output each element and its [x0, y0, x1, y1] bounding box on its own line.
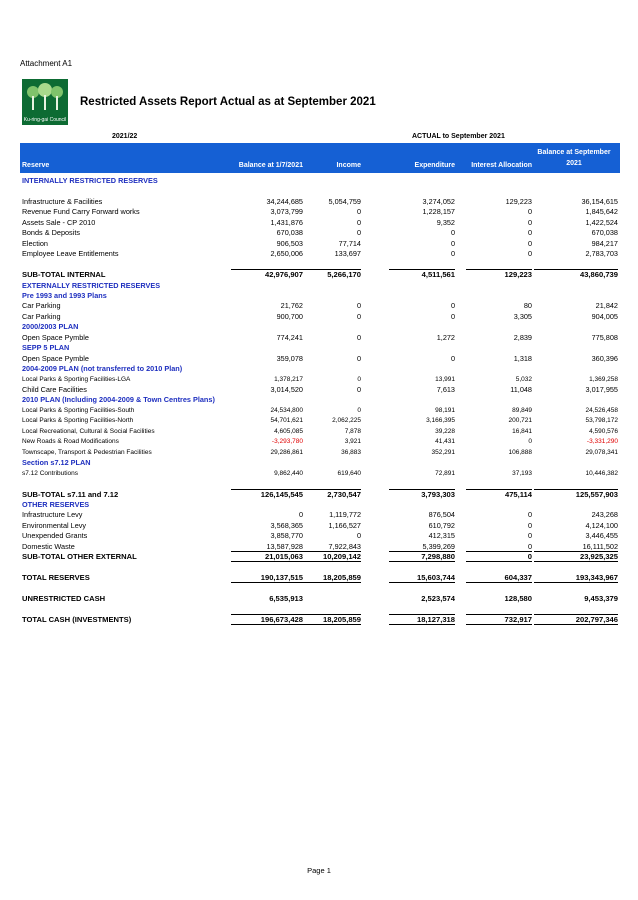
cell-value: 0 — [527, 552, 532, 562]
cell-value: 3,305 — [513, 311, 532, 321]
cell-value: 984,217 — [591, 238, 618, 248]
total-rule — [231, 269, 303, 270]
cell-value: 10,446,382 — [585, 469, 618, 477]
cell-value: 7,922,843 — [328, 541, 361, 551]
cell-value: 10,209,142 — [322, 552, 361, 562]
cell-value: 39,228 — [435, 427, 455, 435]
row-label: Employee Leave Entitlements — [22, 249, 119, 259]
total-rule — [466, 489, 532, 490]
cell-value: 41,431 — [435, 438, 455, 446]
row-label: Bonds & Deposits — [22, 228, 81, 238]
table-row — [20, 227, 620, 238]
cell-value: 190,137,515 — [260, 573, 303, 583]
total-rule — [466, 624, 532, 625]
cell-value: 3,858,770 — [270, 531, 303, 541]
cell-value: 0 — [356, 301, 361, 311]
total-rule — [466, 269, 532, 270]
cell-value: 775,808 — [591, 332, 618, 342]
section-heading — [20, 363, 620, 374]
cell-value: 43,860,739 — [579, 270, 618, 280]
cell-value: 0 — [527, 217, 532, 227]
row-label: Open Space Pymble — [22, 332, 89, 342]
cell-value: 196,673,428 — [260, 614, 303, 624]
cell-value: 129,223 — [504, 270, 532, 280]
cell-value: 876,504 — [428, 510, 455, 520]
row-label: 2000/2003 PLAN — [22, 322, 79, 332]
page-number: Page 1 — [307, 866, 331, 875]
total-rule — [295, 489, 361, 490]
period-left: 2021/22 — [112, 133, 138, 140]
trees-icon — [25, 82, 65, 112]
cell-value: 2,783,703 — [585, 249, 618, 259]
reserves-table — [20, 175, 620, 625]
cell-value: 42,976,907 — [264, 270, 303, 280]
section-heading — [20, 321, 620, 332]
cell-value: 9,352 — [436, 217, 455, 227]
cell-value: 3,921 — [344, 438, 361, 446]
total-rule — [295, 624, 361, 625]
header-interest: Interest Allocation — [471, 162, 532, 169]
cell-value: 0 — [356, 531, 361, 541]
cell-value: 0 — [527, 228, 532, 238]
row-label: Local Parks & Sporting Facilities-North — [22, 417, 134, 425]
cell-value: 4,511,561 — [421, 270, 455, 280]
spacer-row — [20, 603, 620, 614]
total-rule — [389, 269, 455, 270]
cell-value: 16,841 — [512, 427, 532, 435]
header-income: Income — [336, 162, 361, 169]
cell-value: 129,223 — [505, 196, 532, 206]
cell-value: 360,396 — [591, 353, 618, 363]
cell-value: 72,891 — [435, 469, 455, 477]
cell-value: 359,078 — [276, 353, 303, 363]
row-label: EXTERNALLY RESTRICTED RESERVES — [22, 280, 161, 290]
row-label: Open Space Pymble — [22, 353, 89, 363]
cell-value: 0 — [527, 510, 532, 520]
cell-value: 2,839 — [513, 332, 532, 342]
cell-value: 80 — [523, 301, 532, 311]
spacer-row — [20, 185, 620, 196]
cell-value: 193,343,967 — [575, 573, 618, 583]
row-label: SUB-TOTAL s7.11 and 7.12 — [22, 489, 119, 499]
cell-value: 3,568,365 — [270, 520, 303, 530]
table-row — [20, 541, 620, 552]
cell-value: 1,166,527 — [328, 520, 361, 530]
cell-value: 29,078,341 — [585, 448, 618, 456]
attachment-label: Attachment A1 — [20, 59, 73, 68]
cell-value: 2,650,006 — [270, 249, 303, 259]
cell-value: 9,453,379 — [584, 594, 618, 603]
row-label: TOTAL CASH (INVESTMENTS) — [22, 614, 132, 624]
cell-value: 1,369,258 — [589, 375, 618, 383]
row-label: Townscape, Transport & Pedestrian Facilities — [22, 448, 152, 456]
row-label: SUB-TOTAL OTHER EXTERNAL — [22, 552, 137, 562]
cell-value: 21,015,063 — [264, 552, 303, 562]
cell-value: -3,293,780 — [271, 438, 303, 446]
cell-value: 0 — [450, 228, 455, 238]
cell-value: 0 — [356, 217, 361, 227]
row-label: UNRESTRICTED CASH — [22, 594, 106, 603]
cell-value: 5,032 — [515, 375, 532, 383]
row-label: Election — [22, 238, 48, 248]
cell-value: 0 — [450, 238, 455, 248]
cell-value: 2,523,574 — [421, 594, 455, 603]
cell-value: 0 — [527, 249, 532, 259]
cell-value: 34,244,685 — [266, 196, 303, 206]
cell-value: 670,038 — [276, 228, 303, 238]
cell-value: 0 — [527, 520, 532, 530]
table-row — [20, 269, 620, 280]
table-row — [20, 614, 620, 625]
total-rule — [534, 269, 618, 270]
cell-value: 774,241 — [276, 332, 303, 342]
row-label: Unexpended Grants — [22, 531, 88, 541]
row-label: INTERNALLY RESTRICTED RESERVES — [22, 176, 158, 185]
cell-value: 3,166,395 — [426, 417, 455, 425]
report-title: Restricted Assets Report Actual as at September 2021 — [80, 96, 376, 108]
cell-value: 0 — [298, 510, 303, 520]
row-label: Pre 1993 and 1993 Plans — [22, 290, 107, 300]
cell-value: 0 — [450, 353, 455, 363]
section-heading — [20, 394, 620, 405]
cell-value: 0 — [527, 541, 532, 551]
cell-value: 0 — [527, 531, 532, 541]
cell-value: 77,714 — [338, 238, 361, 248]
row-label: TOTAL RESERVES — [22, 573, 90, 583]
spacer-row — [20, 562, 620, 573]
row-label: Environmental Levy — [22, 520, 87, 530]
cell-value: 1,228,157 — [422, 207, 455, 217]
total-rule — [389, 614, 455, 615]
cell-value: 1,431,876 — [270, 217, 303, 227]
cell-value: 7,613 — [436, 385, 455, 394]
cell-value: 1,318 — [513, 353, 532, 363]
row-label: Child Care Facilities — [22, 385, 87, 394]
row-label: Infrastructure Levy — [22, 510, 83, 520]
cell-value: 5,399,269 — [422, 541, 455, 551]
cell-value: 0 — [528, 438, 532, 446]
cell-value: 15,603,744 — [416, 573, 455, 583]
cell-value: 0 — [527, 207, 532, 217]
table-row — [20, 551, 620, 562]
cell-value: 3,073,799 — [270, 207, 303, 217]
table-row — [20, 415, 620, 426]
section-heading — [20, 175, 620, 186]
cell-value: 1,422,524 — [585, 217, 618, 227]
cell-value: 29,286,861 — [270, 448, 303, 456]
table-row — [20, 405, 620, 416]
table-row — [20, 248, 620, 259]
total-rule — [389, 624, 455, 625]
row-label: Car Parking — [22, 301, 61, 311]
cell-value: 900,700 — [276, 311, 303, 321]
cell-value: 3,014,520 — [270, 385, 303, 394]
cell-value: 4,590,576 — [589, 427, 618, 435]
cell-value: 18,127,318 — [416, 614, 455, 624]
total-rule — [231, 614, 303, 615]
cell-value: -3,331,290 — [586, 438, 618, 446]
table-header — [20, 143, 620, 173]
table-row — [20, 468, 620, 479]
cell-value: 37,193 — [512, 469, 532, 477]
cell-value: 36,883 — [341, 448, 361, 456]
cell-value: 23,925,325 — [579, 552, 618, 562]
total-rule — [231, 551, 303, 552]
table-row — [20, 530, 620, 541]
cell-value: 0 — [356, 207, 361, 217]
period-right: ACTUAL to September 2021 — [412, 133, 505, 140]
row-label: SEPP 5 PLAN — [22, 343, 70, 353]
table-row — [20, 217, 620, 228]
table-row — [20, 332, 620, 343]
cell-value: 1,272 — [436, 332, 455, 342]
cell-value: 21,762 — [280, 301, 303, 311]
spacer-row — [20, 259, 620, 270]
cell-value: 0 — [356, 353, 361, 363]
section-heading — [20, 499, 620, 510]
total-rule — [534, 624, 618, 625]
row-label: Infrastructure & Facilities — [22, 196, 103, 206]
table-row — [20, 489, 620, 500]
council-logo — [22, 79, 68, 125]
table-row — [20, 374, 620, 385]
total-rule — [295, 551, 361, 552]
logo-text: Ku-ring-gai Council — [23, 117, 67, 123]
cell-value: 2,730,547 — [327, 489, 361, 499]
cell-value: 98,191 — [435, 406, 455, 414]
spacer-row — [20, 478, 620, 489]
table-row — [20, 593, 620, 604]
table-row — [20, 447, 620, 458]
row-label: Section s7.12 PLAN — [22, 458, 91, 468]
cell-value: 24,526,458 — [585, 406, 618, 414]
row-label: Local Recreational, Cultural & Social Facilities — [22, 427, 155, 435]
header-balance-start: Balance at 1/7/2021 — [238, 162, 303, 169]
row-label: Local Parks & Sporting Facilities-South — [22, 406, 135, 414]
cell-value: 4,605,085 — [274, 427, 303, 435]
cell-value: 133,697 — [334, 249, 361, 259]
section-heading — [20, 290, 620, 301]
cell-value: 0 — [356, 311, 361, 321]
total-rule — [389, 551, 455, 552]
cell-value: 13,991 — [435, 375, 455, 383]
cell-value: 0 — [356, 385, 361, 394]
cell-value: 1,845,642 — [585, 207, 618, 217]
total-rule — [231, 489, 303, 490]
total-rule — [466, 614, 532, 615]
table-row — [20, 572, 620, 583]
cell-value: 200,721 — [508, 417, 532, 425]
cell-value: 54,701,621 — [270, 417, 303, 425]
header-reserve: Reserve — [22, 162, 50, 169]
cell-value: 619,640 — [337, 469, 361, 477]
row-label: New Roads & Road Modifications — [22, 438, 119, 446]
cell-value: 3,274,052 — [422, 196, 455, 206]
cell-value: 0 — [356, 228, 361, 238]
total-rule — [295, 269, 361, 270]
cell-value: 36,154,615 — [581, 196, 618, 206]
cell-value: 906,503 — [276, 238, 303, 248]
cell-value: 732,917 — [504, 614, 532, 624]
cell-value: 9,862,440 — [274, 469, 303, 477]
cell-value: 7,878 — [344, 427, 361, 435]
cell-value: 610,792 — [428, 520, 455, 530]
cell-value: 2,062,225 — [332, 417, 361, 425]
cell-value: 89,849 — [512, 406, 532, 414]
table-row — [20, 311, 620, 322]
spacer-row — [20, 583, 620, 594]
table-row — [20, 353, 620, 364]
total-rule — [534, 614, 618, 615]
cell-value: 0 — [450, 301, 455, 311]
cell-value: 106,888 — [508, 448, 532, 456]
cell-value: 125,557,903 — [575, 489, 618, 499]
cell-value: 412,315 — [428, 531, 455, 541]
cell-value: 0 — [356, 332, 361, 342]
cell-value: 0 — [527, 238, 532, 248]
table-row — [20, 384, 620, 395]
total-rule — [389, 489, 455, 490]
cell-value: 18,205,859 — [322, 573, 361, 583]
header-expenditure: Expenditure — [414, 162, 455, 169]
cell-value: 5,266,170 — [327, 270, 361, 280]
cell-value: 18,205,859 — [322, 614, 361, 624]
cell-value: 16,111,502 — [582, 541, 618, 551]
cell-value: 3,446,455 — [585, 531, 618, 541]
row-label: OTHER RESERVES — [22, 499, 90, 509]
cell-value: 604,337 — [504, 573, 532, 583]
cell-value: 4,124,100 — [585, 520, 618, 530]
cell-value: 24,534,800 — [270, 406, 303, 414]
cell-value: 475,114 — [504, 489, 532, 499]
row-label: Domestic Waste — [22, 541, 75, 551]
row-label: 2004-2009 PLAN (not transferred to 2010 Plan) — [22, 364, 183, 374]
table-row — [20, 196, 620, 207]
total-rule — [534, 551, 618, 552]
table-row — [20, 238, 620, 249]
cell-value: 3,793,303 — [421, 489, 455, 499]
row-label: Assets Sale - CP 2010 — [22, 217, 96, 227]
cell-value: 670,038 — [591, 228, 618, 238]
row-label: SUB-TOTAL INTERNAL — [22, 270, 106, 280]
total-rule — [295, 614, 361, 615]
section-heading — [20, 457, 620, 468]
cell-value: 7,298,880 — [421, 552, 455, 562]
table-row — [20, 206, 620, 217]
section-heading — [20, 280, 620, 291]
row-label: Revenue Fund Carry Forward works — [22, 207, 140, 217]
table-row — [20, 436, 620, 447]
cell-value: 3,017,955 — [585, 385, 618, 394]
cell-value: 13,587,928 — [266, 541, 303, 551]
table-row — [20, 300, 620, 311]
cell-value: 0 — [357, 406, 361, 414]
cell-value: 6,535,913 — [269, 594, 303, 603]
row-label: s7.12 Contributions — [22, 469, 79, 477]
cell-value: 0 — [450, 249, 455, 259]
cell-value: 904,005 — [591, 311, 618, 321]
cell-value: 11,048 — [510, 385, 532, 394]
table-row — [20, 520, 620, 531]
cell-value: 243,268 — [591, 510, 618, 520]
cell-value: 202,797,346 — [575, 614, 618, 624]
total-rule — [534, 489, 618, 490]
cell-value: 0 — [450, 311, 455, 321]
table-row — [20, 426, 620, 437]
cell-value: 1,378,217 — [274, 375, 303, 383]
total-rule — [231, 624, 303, 625]
row-label: 2010 PLAN (Including 2004-2009 & Town Centres Plans) — [22, 395, 215, 405]
row-label: Local Parks & Sporting Facilities-LGA — [22, 375, 131, 383]
cell-value: 21,842 — [595, 301, 618, 311]
cell-value: 352,291 — [431, 448, 455, 456]
cell-value: 0 — [357, 375, 361, 383]
section-heading — [20, 342, 620, 353]
cell-value: 126,145,545 — [260, 489, 303, 499]
cell-value: 128,580 — [504, 594, 532, 603]
header-balance-end: Balance at September 2021 — [537, 149, 611, 167]
cell-value: 5,054,759 — [328, 196, 361, 206]
table-row — [20, 509, 620, 520]
cell-value: 1,119,772 — [329, 510, 361, 520]
cell-value: 53,798,172 — [585, 417, 618, 425]
total-rule — [466, 551, 532, 552]
row-label: Car Parking — [22, 311, 61, 321]
